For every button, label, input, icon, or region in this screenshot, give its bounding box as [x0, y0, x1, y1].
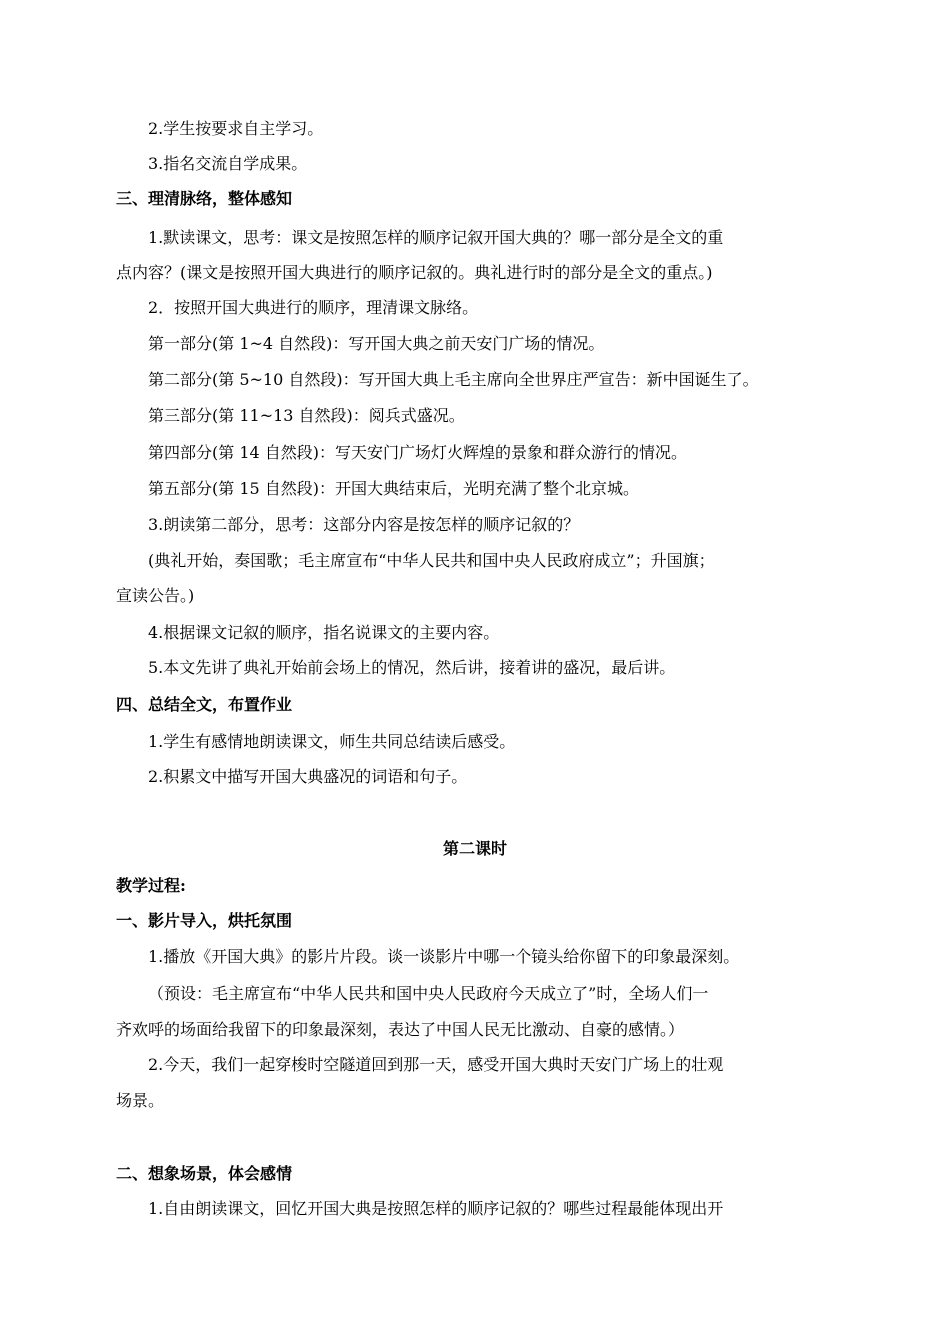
paragraph: 第三部分(第 11~13 自然段)：阅兵式盛况。: [148, 406, 465, 425]
paragraph: 第一部分(第 1~4 自然段)：写开国大典之前天安门广场的情况。: [148, 334, 605, 353]
paragraph: 2．按照开国大典进行的顺序，理清课文脉络。: [148, 298, 479, 317]
paragraph: 1.播放《开国大典》的影片片段。谈一谈影片中哪一个镜头给你留下的印象最深刻。: [148, 947, 740, 966]
section-heading: 四、总结全文，布置作业: [116, 695, 293, 714]
paragraph: 点内容？(课文是按照开国大典进行的顺序记叙的。典礼进行时的部分是全文的重点。): [116, 263, 713, 282]
paragraph: 2.积累文中描写开国大典盛况的词语和句子。: [148, 767, 468, 786]
paragraph: 1.自由朗读课文，回忆开国大典是按照怎样的顺序记叙的？哪些过程最能体现出开: [148, 1199, 724, 1218]
lesson-title: 第二课时: [442, 839, 507, 858]
paragraph: 场景。: [116, 1091, 165, 1110]
paragraph: （预设：毛主席宣布“中华人民共和国中央人民政府今天成立了”时，全场人们一: [148, 984, 709, 1003]
paragraph: 3.指名交流自学成果。: [148, 154, 308, 173]
paragraph: 第四部分(第 14 自然段)：写天安门广场灯火辉煌的景象和群众游行的情况。: [148, 443, 688, 462]
paragraph: 5.本文先讲了典礼开始前会场上的情况，然后讲，接着讲的盛况，最后讲。: [148, 658, 676, 677]
section-heading: 二、想象场景，体会感情: [116, 1164, 293, 1183]
paragraph: 宣读公告。): [116, 586, 195, 605]
section-heading: 一、影片导入，烘托氛围: [116, 911, 293, 930]
paragraph: 2.今天，我们一起穿梭时空隧道回到那一天，感受开国大典时天安门广场上的壮观: [148, 1055, 724, 1074]
paragraph: 1.默读课文，思考：课文是按照怎样的顺序记叙开国大典的？哪一部分是全文的重: [148, 228, 724, 247]
paragraph: 第五部分(第 15 自然段)：开国大典结束后，光明充满了整个北京城。: [148, 479, 640, 498]
paragraph: 4.根据课文记叙的顺序，指名说课文的主要内容。: [148, 623, 500, 642]
section-heading: 三、理清脉络，整体感知: [116, 189, 293, 208]
paragraph: 第二部分(第 5~10 自然段)：写开国大典上毛主席向全世界庄严宣告：新中国诞生了。: [148, 370, 759, 389]
paragraph: (典礼开始，奏国歌；毛主席宣布“中华人民共和国中央人民政府成立”；升国旗；: [148, 551, 715, 570]
paragraph: 2.学生按要求自主学习。: [148, 119, 324, 138]
process-label: 教学过程:: [116, 876, 186, 895]
paragraph: 3.朗读第二部分，思考：这部分内容是按怎样的顺序记叙的？: [148, 515, 580, 534]
paragraph: 1.学生有感情地朗读课文，师生共同总结读后感受。: [148, 732, 516, 751]
paragraph: 齐欢呼的场面给我留下的印象最深刻，表达了中国人民无比激动、自豪的感情。）: [116, 1020, 685, 1039]
